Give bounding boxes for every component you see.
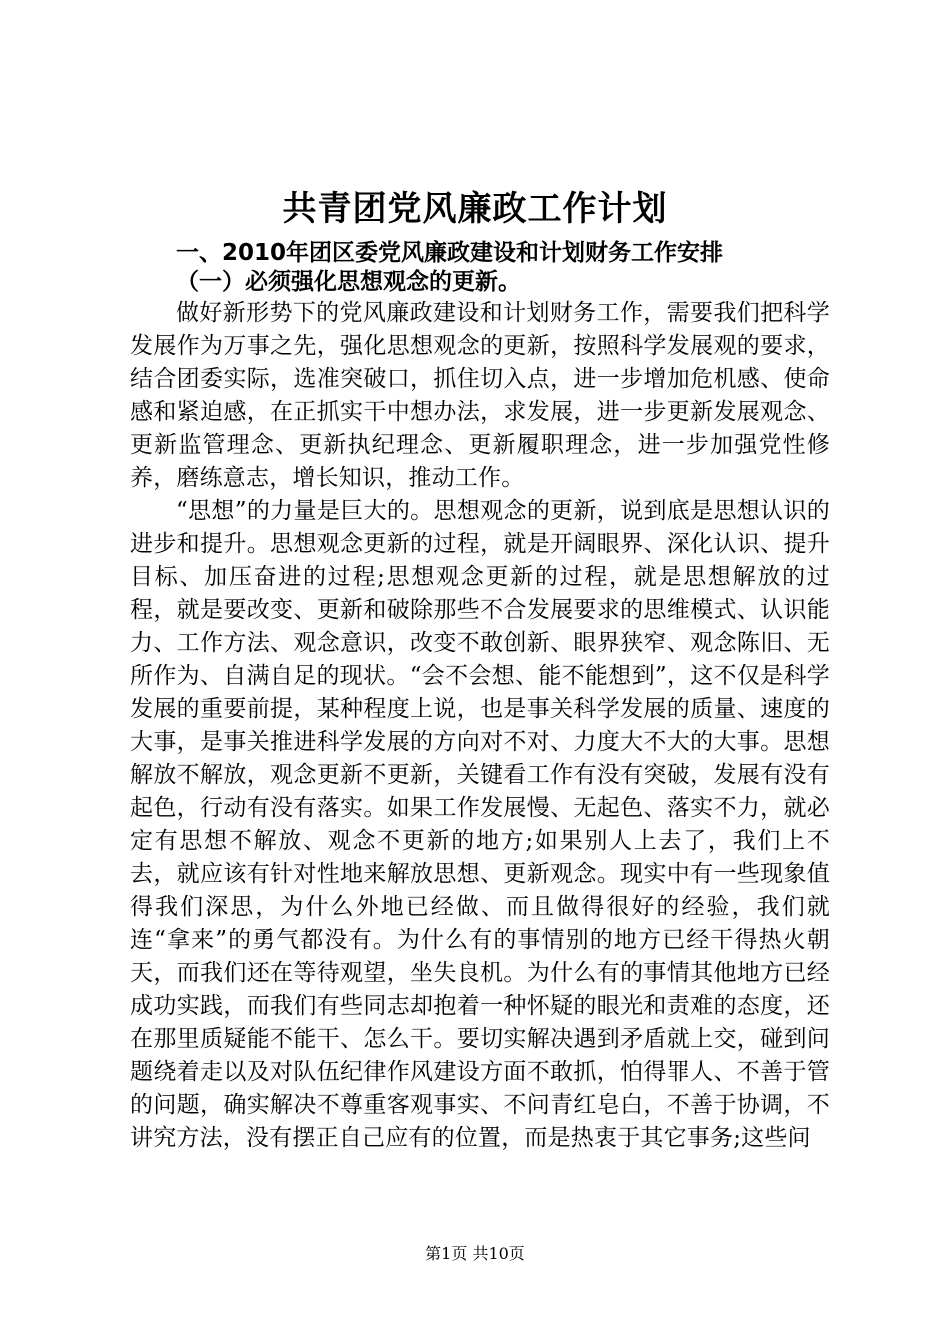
document-body — [130, 297, 830, 1155]
subsection-heading: （一）必须强化思想观念的更新。 — [176, 269, 521, 295]
page-number-footer: 第1页 共10页 — [425, 1244, 525, 1263]
section-heading: 一、2010年团区委党风廉政建设和计划财务工作安排 — [176, 240, 724, 266]
paragraph-2: “思想”的力量是巨大的。思想观念的更新，说到底是思想认识的进步和提升。思想观念更新的过程，就是开阔眼界、深化认识、提升目标、加压奋进的过程;思想观念更新的过程，就是思想解放的过程，就是要改变、更新和破除那些不合发展要求的思维模式、认识能力、工作方法、观念意识，改变不敢创新、眼界狭窄、观念陈旧、无所作为、自满自足的现状。“会不会想、能不能想到”，这不仅是科学发展的重要前提，某种程度上说，也是事关科学发展的质量、速度的大事，是事关推进科学发展的方向对不对、力度大不大的大事。思想解放不解放，观念更新不更新，关键看工作有没有突破，发展有没有起色，行动有没有落实。如果工作发展慢、无起色、落实不力，就必定有思想不解放、观念不更新的地方;如果别人上去了，我们上不去，就应该有针对性地来解放思想、更新观念。现实中有一些现象值得我们深思，为什么外地已经做、而且做得很好的经验，我们就连“拿来”的勇气都没有。为什么有的事情别的地方已经干得热火朝天，而我们还在等待观望，坐失良机。为什么有的事情其他地方已经成功实践，而我们有些同志却抱着一种怀疑的眼光和责难的态度，还在那里质疑能不能干、怎么干。要切实解决遇到矛盾就上交，碰到问题绕着走以及对队伍纪律作风建设方面不敢抓，怕得罪人、不善于管的问题，确实解决不尊重客观事实、不问青红皂白，不善于协调，不讲究方法，没有摆正自己应有的位置，而是热衷于其它事务;这些问 — [130, 498, 830, 1151]
document-title: 共青团党风廉政工作计划 — [282, 189, 668, 229]
paragraph-1: 做好新形势下的党风廉政建设和计划财务工作，需要我们把科学发展作为万事之先，强化思想观念的更新，按照科学发展观的要求，结合团委实际，选准突破口，抓住切入点，进一步增加危机感、使命感和紧迫感，在正抓实干中想办法，求发展，进一步更新发展观念、更新监管理念、更新执纪理念、更新履职理念，进一步加强党性修养，磨练意志，增长知识，推动工作。 — [130, 300, 830, 491]
